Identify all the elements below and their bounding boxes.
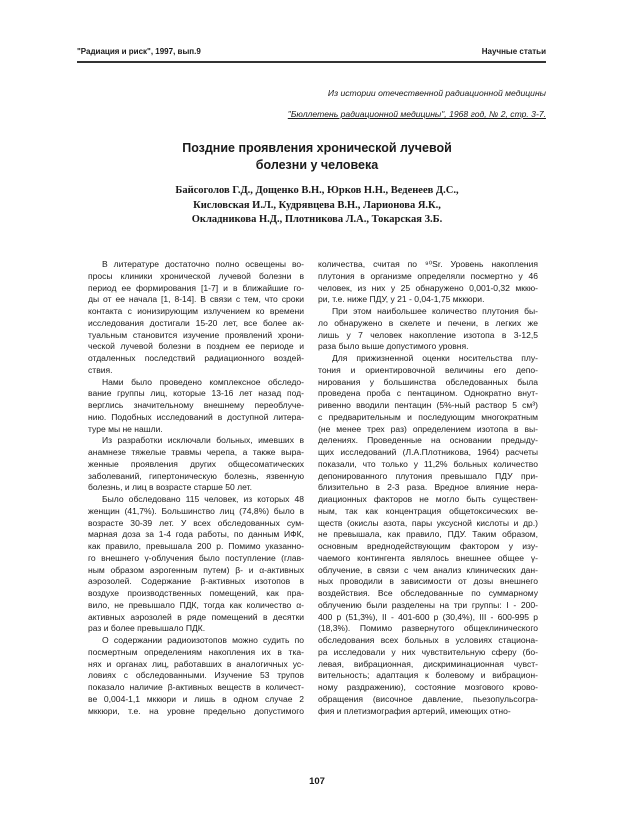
text-line: чаемого контингента являлось внешнее общее γ- bbox=[318, 552, 538, 563]
authors-line: Байсоголов Г.Д., Дощенко В.Н., Юрков Н.Н., Веденеев Д.С., bbox=[175, 185, 459, 196]
left-column bbox=[88, 259, 304, 717]
text-line: го внешнего γ-облучения было поступление (глав- bbox=[88, 552, 304, 563]
text-line: При этом наибольшее количество плутония бы- bbox=[332, 306, 538, 316]
text-line: Из разработки исключали больных, имевших в bbox=[102, 435, 304, 446]
text-line: заболеваний, гипертоническую болезнь, язвенную bbox=[88, 470, 304, 481]
header-rule bbox=[77, 61, 546, 63]
text-line: ловиях с обследованными. Изучение 53 трупов bbox=[88, 670, 304, 681]
text-line: показало наличие β-активных веществ в количест- bbox=[88, 682, 304, 692]
text-line: туальным становится изучение проявлений хрони- bbox=[88, 329, 304, 340]
text-line: женщин (41,7%). Большинство лиц (74,8%) было в bbox=[88, 505, 304, 516]
text-line: ческой лучевой болезни в позднем ее периоде и bbox=[88, 341, 304, 352]
text-line: О содержании радиоизотопов можно судить по bbox=[102, 635, 304, 645]
paragraph bbox=[318, 306, 538, 353]
text-line: облучению были разделены на три группы: I - 200- bbox=[318, 599, 538, 610]
text-line: диационных факторов не могло быть существен- bbox=[318, 494, 538, 504]
running-header bbox=[77, 47, 546, 56]
text-line: вительность; адаптация к болевому и вибрацион- bbox=[318, 670, 538, 681]
text-line: просы клиники хронической лучевой болезни в bbox=[88, 270, 304, 281]
text-line: близительно в 2-3 раза. Вредное влияние нера- bbox=[318, 482, 538, 493]
text-line: период ее формирования [1-7] и в ближайшие го- bbox=[88, 282, 304, 293]
text-line: контакта с ионизирующим излучением ко времени bbox=[88, 306, 304, 316]
text-line: не превышала, как правило, ПДУ. Таким образом, bbox=[318, 529, 538, 540]
authors-line: Окладникова Н.Д., Плотникова Л.А., Токарская З.Б. bbox=[191, 214, 443, 225]
text-line: верглись значительному внешнему переоблуче- bbox=[88, 400, 304, 410]
text-line: вило, не превышало ПДК, тогда как количество α- bbox=[88, 599, 304, 610]
text-line: лишь у 7 человек накопление изотопа в 3-12,5 bbox=[318, 329, 538, 340]
text-line: ным, так как концентрация общетоксических ве- bbox=[318, 505, 538, 516]
text-line: ри, т.е. ниже ПДУ, у 21 - 0,04-1,75 мккюри. bbox=[318, 294, 485, 305]
text-line: ных проводили в зависимости от дозы внешнего bbox=[318, 576, 538, 587]
journal-name: "Радиация и риск", 1997, вып.9 bbox=[77, 47, 201, 56]
text-line: ра исследовали у них чувствительную сферу (бо- bbox=[318, 646, 538, 657]
text-line: нях и органах лиц, работавших в аналогичных ус- bbox=[88, 658, 304, 669]
text-line: Было обследовано 115 человек, из которых 48 bbox=[102, 494, 304, 504]
text-line: возрасте 30-39 лет. У всех обследованных сум- bbox=[88, 517, 304, 528]
paragraph bbox=[318, 259, 538, 306]
text-line: В литературе достаточно полно освещены во- bbox=[102, 259, 304, 269]
text-line: женные проявления других общесоматических bbox=[88, 458, 304, 469]
citation: "Бюллетень радиационной медицины", 1968 год, № 2, стр. 3-7. bbox=[287, 109, 546, 119]
right-column bbox=[318, 259, 538, 717]
text-line: 400 р (51,3%), II - 401-600 р (30,4%), III - 600-995 р bbox=[318, 611, 538, 622]
text-line: аэрозолей. Содержание β-активных изотопов в bbox=[88, 576, 304, 587]
text-line: депонированного плутония превышало ПДУ при- bbox=[318, 470, 538, 481]
text-line: активных аэрозолей в ряде помещений в десятки bbox=[88, 611, 304, 622]
text-line: отдаленных последствий радиационного воздей- bbox=[88, 353, 304, 363]
paragraph bbox=[88, 377, 304, 436]
article-title bbox=[0, 140, 634, 174]
text-line: мккюри, т.е. на уровне предельно допустимого bbox=[88, 705, 304, 716]
text-line: нию. Подобных исследований в доступной литера- bbox=[88, 411, 304, 422]
text-line: ствия. bbox=[88, 364, 113, 375]
text-line: (18,3%). Помимо развернутого общеклинического bbox=[318, 623, 538, 634]
text-line: воздухе производственных помещений, как пра- bbox=[88, 588, 304, 598]
text-line: ным образом аэрогенным путем) β- и α-активных bbox=[88, 564, 304, 575]
text-line: вание группы лиц, которые 13-16 лет назад под- bbox=[88, 388, 304, 399]
title-line: болезни у человека bbox=[255, 158, 379, 172]
title-line: Поздние проявления хронической лучевой bbox=[182, 141, 452, 155]
text-line: Нами было проведено комплексное обследо- bbox=[102, 376, 304, 387]
text-line: количества, считая по ⁹⁰Sr. Уровень накопления bbox=[318, 259, 538, 269]
text-line: ривенно вводили пентацин (5%-ный раствор 5 см³) bbox=[318, 400, 538, 410]
text-line: исследования достигали 15-20 лет, все более ак- bbox=[88, 317, 304, 328]
text-line: марная доза за 1-4 года работы, по данным ИФК, bbox=[88, 529, 304, 540]
text-line: посмертным определениям накопления их в тка- bbox=[88, 646, 304, 657]
text-line: проведена проба с пентацином. Однократно внут- bbox=[318, 388, 538, 399]
text-line: с предварительным и последующим многократным bbox=[318, 411, 538, 422]
text-line: левая, вибрационная, дискриминационная чувст- bbox=[318, 658, 538, 669]
text-line: ве 0,004-1,1 мккюри и лишь в одном случае 2 bbox=[88, 693, 304, 704]
text-line: ному раздражению), состояние мозгового крово- bbox=[318, 682, 538, 692]
text-line: Для прижизненной оценки носительства плу- bbox=[332, 353, 538, 363]
page-number: 107 bbox=[309, 776, 325, 787]
text-line: раза было выше допустимого уровня. bbox=[318, 341, 469, 352]
text-line: основным вреднодействующим фактором у изу- bbox=[318, 541, 538, 551]
paragraph bbox=[88, 635, 304, 717]
text-line: ществ (окислы азота, пары уксусной кислоты и др.) bbox=[318, 517, 538, 528]
authors-line: Кисловская И.Л., Кудрявцева В.Н., Ларионова Я.К., bbox=[193, 199, 441, 211]
text-line: ло обнаружено в скелете и печени, в легких же bbox=[318, 317, 538, 328]
rubric: Из истории отечественной радиационной медицины bbox=[327, 88, 546, 98]
text-line: раз и более превышало ПДК. bbox=[88, 623, 206, 634]
text-line: воздействия. Все обследованные по суммарному bbox=[318, 588, 538, 598]
section-name: Научные статьи bbox=[481, 47, 546, 56]
text-line: показали, что только у 11,2% больных количество bbox=[318, 458, 538, 469]
text-line: нирования у большинства обследованных была bbox=[318, 376, 538, 387]
paragraph bbox=[88, 259, 304, 377]
text-line: (не менее трех раз) определением изотопа в вы- bbox=[318, 423, 538, 434]
text-line: обследования всех больных в условиях стациона- bbox=[318, 635, 538, 645]
text-line: фия и плетизмография артерий, имеющих отно- bbox=[318, 705, 511, 716]
text-line: человек, из них у 25 обнаружено 0,001-0,32 мккю- bbox=[318, 282, 538, 293]
text-line: делениях. Проведенные на основании предыду- bbox=[318, 435, 538, 446]
text-line: плутония в организме определяли посмертно у 46 bbox=[318, 270, 538, 281]
text-line: облучение, в связи с чем анализ клинических дан- bbox=[318, 564, 538, 575]
text-line: болезнь, и лиц в возрасте старше 50 лет. bbox=[88, 482, 252, 493]
text-line: анамнезе тяжелые травмы черепа, а также выра- bbox=[88, 447, 304, 457]
paragraph bbox=[88, 494, 304, 635]
text-line: как правило, превышала 200 р. Помимо указанно- bbox=[88, 541, 304, 551]
paragraph bbox=[318, 353, 538, 717]
text-line: ды от ее начала [1, 8-14]. В связи с тем, что сроки bbox=[88, 294, 304, 305]
text-line: туре мы не нашли. bbox=[88, 423, 163, 434]
text-line: тония и ориентировочной величины его депо- bbox=[318, 364, 538, 375]
paragraph bbox=[88, 435, 304, 494]
authors bbox=[0, 184, 634, 228]
text-line: обращения (височное давление, пьезопульсогра- bbox=[318, 693, 538, 704]
text-line: щих исследований (Л.А.Плотникова, 1964) расчеты bbox=[318, 447, 538, 457]
